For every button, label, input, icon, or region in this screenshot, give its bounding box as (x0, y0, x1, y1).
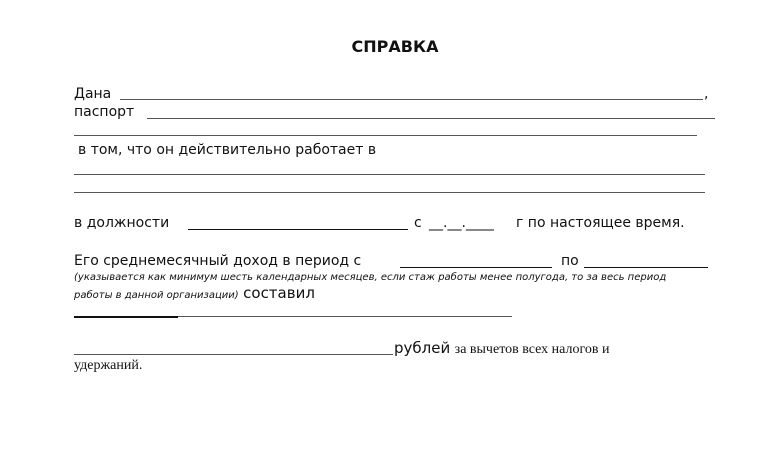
works-at-text: в том, что он действительно работает в (78, 142, 377, 158)
period-to-label: по (561, 253, 579, 269)
employer-field-2[interactable] (74, 192, 705, 193)
issued-to-label: Дана (74, 86, 112, 102)
page-title: СПРАВКА (351, 37, 439, 56)
employer-field[interactable] (74, 174, 705, 175)
passport-field-2[interactable] (74, 135, 697, 136)
to-present-text: г по настоящее время. (516, 215, 685, 231)
amount-field-mark (74, 316, 178, 318)
comma: , (704, 86, 709, 102)
position-label: в должности (74, 215, 170, 231)
start-date-field[interactable]: __.__.____ (429, 215, 494, 231)
rubles-suffix: за вычетов всех налогов и (454, 342, 610, 357)
period-from-field[interactable] (400, 267, 552, 268)
from-label: с (414, 215, 422, 231)
issued-to-field[interactable] (120, 99, 703, 100)
deductions-text: удержаний. (74, 358, 143, 373)
amounted-label: составил (243, 284, 315, 302)
note-text: (указывается как минимум шесть календарных месяцев, если стаж работы менее полугода, то за весь период (74, 272, 667, 283)
passport-label: паспорт (74, 104, 135, 120)
position-field[interactable] (188, 229, 408, 230)
rubles-label: рублей (394, 339, 451, 357)
income-label: Его среднемесячный доход в период с (74, 253, 362, 269)
period-to-field[interactable] (584, 267, 708, 268)
amount-words-field[interactable] (74, 354, 393, 355)
passport-field[interactable] (147, 118, 715, 119)
note-text-2: работы в данной организации) (74, 290, 239, 301)
